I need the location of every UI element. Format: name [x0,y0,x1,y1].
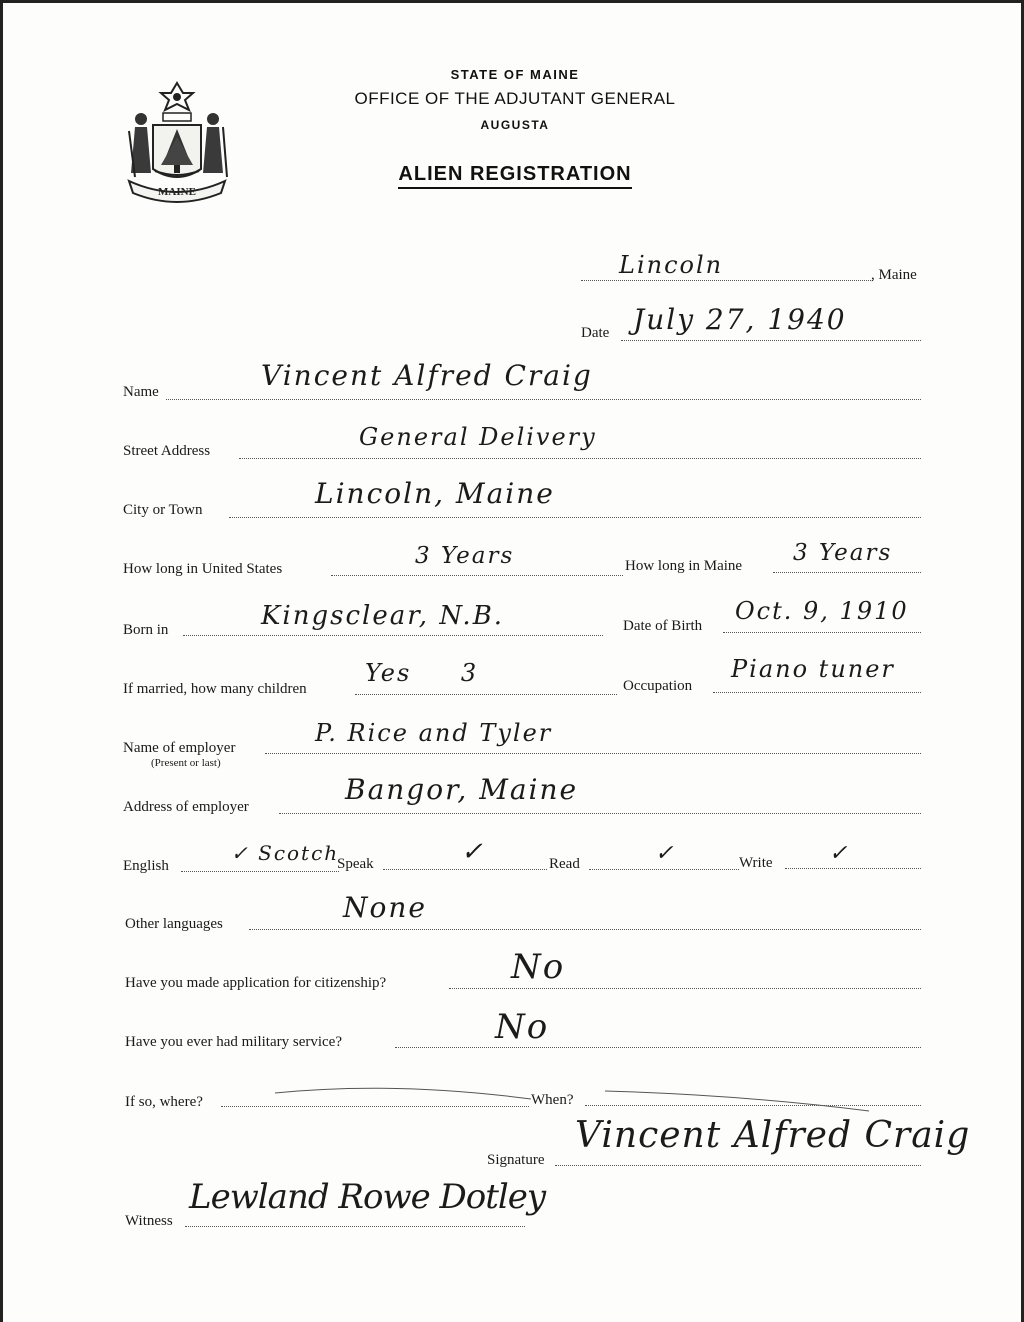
street-label: Street Address [123,443,211,459]
signature-label: Signature [487,1152,545,1168]
date-of-birth-value[interactable]: Oct. 9, 1910 [735,597,909,625]
town-value[interactable]: Lincoln [619,251,724,279]
read-label: Read [549,856,580,872]
where-label: If so, where? [125,1094,203,1110]
employer-address-label: Address of employer [123,799,249,815]
born-in-line [183,635,603,636]
occupation-value[interactable]: Piano tuner [731,655,895,683]
header-state: STATE OF MAINE [450,67,580,82]
form-title [3,163,1024,186]
pen-stroke-icon [603,1085,873,1115]
speak-label: Speak [337,856,374,872]
read-value[interactable]: ✓ [655,841,676,866]
military-label: Have you ever had military service? [125,1034,342,1050]
name-label: Name [123,384,159,400]
form-title-text: ALIEN REGISTRATION [398,163,631,189]
speak-line [383,869,547,870]
how-long-us-label: How long in United States [123,561,283,577]
employer-value[interactable]: P. Rice and Tyler [315,719,553,747]
how-long-us-value[interactable]: 3 Years [415,543,515,569]
english-line [181,871,339,872]
street-value[interactable]: General Delivery [359,423,597,451]
how-long-us-line [331,575,623,576]
date-line [621,340,921,341]
other-languages-label: Other languages [125,916,223,932]
write-value[interactable]: ✓ [829,841,850,866]
where-line [221,1106,529,1107]
citizenship-line [449,988,921,989]
citizenship-label: Have you made application for citizenship? [125,975,387,991]
write-label: Write [739,855,773,871]
city-line [229,517,921,518]
how-long-maine-line [773,572,921,573]
occupation-line [713,692,921,693]
employer-note: (Present or last) [151,757,221,769]
born-in-value[interactable]: Kingsclear, N.B. [261,601,505,631]
city-value[interactable]: Lincoln, Maine [315,477,555,510]
citizenship-value[interactable]: No [511,947,566,987]
how-long-maine-value[interactable]: 3 Years [793,540,893,566]
employer-label: Name of employer [123,740,236,756]
married-value[interactable]: Yes 3 [365,659,479,687]
name-line [166,399,921,400]
date-value[interactable]: July 27, 1940 [633,303,847,336]
speak-value[interactable]: ✓ [461,837,485,867]
date-label: Date [581,325,610,341]
city-label: City or Town [123,502,203,518]
pen-stroke-icon [273,1079,533,1103]
employer-address-line [279,813,921,814]
married-label: If married, how many children [123,681,307,697]
street-line [239,458,921,459]
employer-line [265,753,921,754]
seal-text: MAINE [158,186,196,198]
maine-label: , Maine [871,267,917,283]
signature-value[interactable]: Vincent Alfred Craig [575,1115,971,1156]
other-languages-line [249,929,921,930]
header-city: AUGUSTA [480,118,550,132]
header-office: OFFICE OF THE ADJUTANT GENERAL [354,89,676,108]
english-label: English [123,858,169,874]
town-line [581,280,873,281]
married-line [355,694,617,695]
how-long-maine-label: How long in Maine [625,558,743,574]
born-in-label: Born in [123,622,169,638]
write-line [785,868,921,869]
date-of-birth-line [723,632,921,633]
date-of-birth-label: Date of Birth [623,618,703,634]
military-value[interactable]: No [495,1007,550,1047]
english-value[interactable]: ✓ Scotch [231,841,340,865]
other-languages-value[interactable]: None [343,891,427,924]
read-line [589,869,739,870]
witness-label: Witness [125,1213,173,1229]
employer-address-value[interactable]: Bangor, Maine [345,773,579,806]
signature-line [555,1165,921,1166]
witness-line [185,1226,525,1227]
military-line [395,1047,921,1048]
occupation-label: Occupation [623,678,693,694]
when-label: When? [531,1092,574,1108]
witness-value[interactable]: Lewland Rowe Dotley [189,1177,546,1217]
name-value[interactable]: Vincent Alfred Craig [261,359,593,392]
